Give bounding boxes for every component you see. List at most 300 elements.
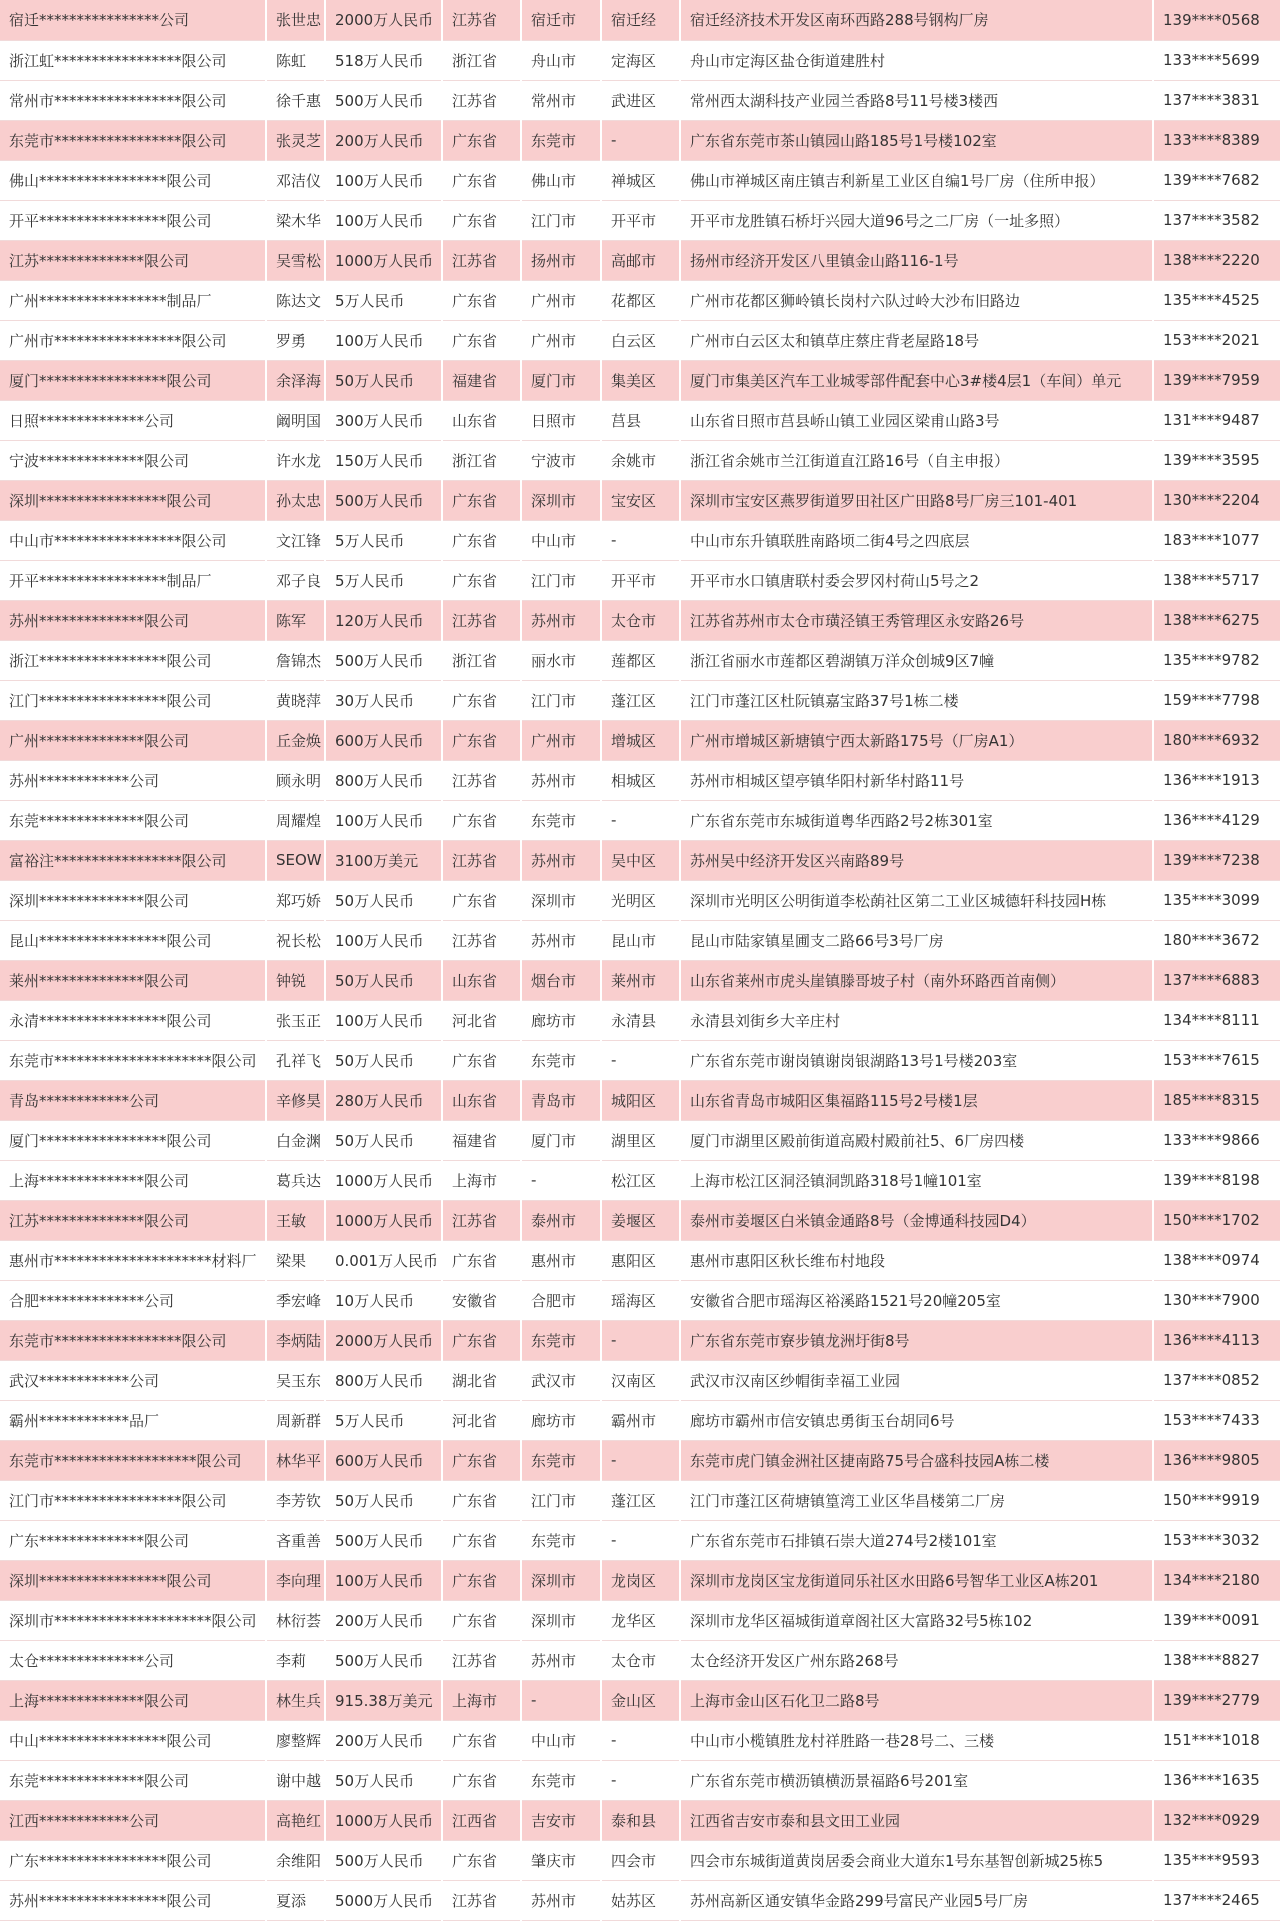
city-cell: 广州市	[521, 280, 601, 320]
city-cell: 廊坊市	[521, 1400, 601, 1440]
registered-capital-cell: 500万人民币	[325, 1520, 442, 1560]
table-row	[0, 1480, 1280, 1520]
phone-cell: 132****0929	[1153, 1800, 1280, 1840]
address-cell: 舟山市定海区盐仓街道建胜村	[680, 40, 1153, 80]
legal-person-cell: 林生兵	[266, 1680, 325, 1720]
phone-cell: 139****8198	[1153, 1160, 1280, 1200]
registered-capital-cell: 200万人民币	[325, 1720, 442, 1760]
district-cell: 宝安区	[601, 480, 680, 520]
phone-cell: 139****3595	[1153, 440, 1280, 480]
city-cell: 东莞市	[521, 1320, 601, 1360]
legal-person-cell: 孙太忠	[266, 480, 325, 520]
legal-person-cell: 余泽海	[266, 360, 325, 400]
company-name-cell: 广州**************限公司	[0, 720, 266, 760]
city-cell: 肇庆市	[521, 1840, 601, 1880]
phone-cell: 133****5699	[1153, 40, 1280, 80]
registered-capital-cell: 100万人民币	[325, 800, 442, 840]
address-cell: 江苏省苏州市太仓市璜泾镇王秀管理区永安路26号	[680, 600, 1153, 640]
table-row	[0, 480, 1280, 520]
table-row	[0, 280, 1280, 320]
province-cell: 浙江省	[442, 40, 521, 80]
province-cell: 广东省	[442, 1760, 521, 1800]
city-cell: 广州市	[521, 320, 601, 360]
phone-cell: 185****8315	[1153, 1080, 1280, 1120]
registered-capital-cell: 500万人民币	[325, 480, 442, 520]
table-row	[0, 1360, 1280, 1400]
phone-cell: 138****0974	[1153, 1240, 1280, 1280]
table-row	[0, 1160, 1280, 1200]
phone-cell: 150****1702	[1153, 1200, 1280, 1240]
legal-person-cell: 张世忠	[266, 0, 325, 40]
registered-capital-cell: 50万人民币	[325, 1040, 442, 1080]
district-cell: 瑶海区	[601, 1280, 680, 1320]
district-cell: 霸州市	[601, 1400, 680, 1440]
district-cell: 姜堰区	[601, 1200, 680, 1240]
province-cell: 江苏省	[442, 1200, 521, 1240]
table-row	[0, 1120, 1280, 1160]
city-cell: 宿迁市	[521, 0, 601, 40]
phone-cell: 134****8111	[1153, 1000, 1280, 1040]
legal-person-cell: 周新群	[266, 1400, 325, 1440]
district-cell: 蓬江区	[601, 680, 680, 720]
legal-person-cell: 徐千惠	[266, 80, 325, 120]
legal-person-cell: 葛兵达	[266, 1160, 325, 1200]
phone-cell: 136****1913	[1153, 760, 1280, 800]
table-row	[0, 1280, 1280, 1320]
province-cell: 江苏省	[442, 760, 521, 800]
district-cell: -	[601, 1440, 680, 1480]
address-cell: 开平市龙胜镇石桥圩兴园大道96号之二厂房（一址多照）	[680, 200, 1153, 240]
address-cell: 广东省东莞市谢岗镇谢岗银湖路13号1号楼203室	[680, 1040, 1153, 1080]
table-row	[0, 600, 1280, 640]
legal-person-cell: 林衍荟	[266, 1600, 325, 1640]
phone-cell: 159****7798	[1153, 680, 1280, 720]
phone-cell: 133****8389	[1153, 120, 1280, 160]
province-cell: 浙江省	[442, 640, 521, 680]
city-cell: 深圳市	[521, 1560, 601, 1600]
city-cell: 江门市	[521, 560, 601, 600]
address-cell: 安徽省合肥市瑶海区裕溪路1521号20幢205室	[680, 1280, 1153, 1320]
phone-cell: 136****4129	[1153, 800, 1280, 840]
company-name-cell: 开平*****************制品厂	[0, 560, 266, 600]
company-name-cell: 广州市*****************限公司	[0, 320, 266, 360]
phone-cell: 153****7433	[1153, 1400, 1280, 1440]
legal-person-cell: 邓子良	[266, 560, 325, 600]
phone-cell: 134****2180	[1153, 1560, 1280, 1600]
phone-cell: 139****7238	[1153, 840, 1280, 880]
table-row	[0, 560, 1280, 600]
legal-person-cell: 许水龙	[266, 440, 325, 480]
registered-capital-cell: 500万人民币	[325, 640, 442, 680]
table-row	[0, 520, 1280, 560]
district-cell: 永清县	[601, 1000, 680, 1040]
phone-cell: 183****1077	[1153, 520, 1280, 560]
district-cell: 太仓市	[601, 600, 680, 640]
registered-capital-cell: 800万人民币	[325, 1360, 442, 1400]
company-name-cell: 莱州**************限公司	[0, 960, 266, 1000]
city-cell: 广州市	[521, 720, 601, 760]
phone-cell: 137****2465	[1153, 1880, 1280, 1920]
address-cell: 广东省东莞市石排镇石崇大道274号2楼101室	[680, 1520, 1153, 1560]
company-name-cell: 永清*****************限公司	[0, 1000, 266, 1040]
table-row	[0, 0, 1280, 40]
registered-capital-cell: 500万人民币	[325, 1840, 442, 1880]
district-cell: 花都区	[601, 280, 680, 320]
registered-capital-cell: 50万人民币	[325, 1760, 442, 1800]
province-cell: 广东省	[442, 120, 521, 160]
address-cell: 扬州市经济开发区八里镇金山路116-1号	[680, 240, 1153, 280]
table-row	[0, 440, 1280, 480]
registered-capital-cell: 518万人民币	[325, 40, 442, 80]
company-name-cell: 深圳*****************限公司	[0, 1560, 266, 1600]
city-cell: 舟山市	[521, 40, 601, 80]
province-cell: 江苏省	[442, 240, 521, 280]
registered-capital-cell: 280万人民币	[325, 1080, 442, 1120]
table-row	[0, 240, 1280, 280]
legal-person-cell: 钟锐	[266, 960, 325, 1000]
registered-capital-cell: 800万人民币	[325, 760, 442, 800]
district-cell: 开平市	[601, 200, 680, 240]
province-cell: 广东省	[442, 200, 521, 240]
legal-person-cell: 吝重善	[266, 1520, 325, 1560]
company-name-cell: 东莞**************限公司	[0, 1760, 266, 1800]
district-cell: -	[601, 1040, 680, 1080]
city-cell: 丽水市	[521, 640, 601, 680]
company-name-cell: 深圳*****************限公司	[0, 480, 266, 520]
province-cell: 广东省	[442, 1560, 521, 1600]
address-cell: 苏州吴中经济开发区兴南路89号	[680, 840, 1153, 880]
company-name-cell: 常州市*****************限公司	[0, 80, 266, 120]
legal-person-cell: 陈达文	[266, 280, 325, 320]
company-name-cell: 东莞市*****************限公司	[0, 120, 266, 160]
address-cell: 永清县刘街乡大辛庄村	[680, 1000, 1153, 1040]
province-cell: 江西省	[442, 1800, 521, 1840]
phone-cell: 138****6275	[1153, 600, 1280, 640]
district-cell: -	[601, 1720, 680, 1760]
company-name-cell: 深圳**************限公司	[0, 880, 266, 920]
city-cell: 苏州市	[521, 1880, 601, 1920]
address-cell: 常州西太湖科技产业园兰香路8号11号楼3楼西	[680, 80, 1153, 120]
table-row	[0, 120, 1280, 160]
district-cell: 城阳区	[601, 1080, 680, 1120]
district-cell: 蓬江区	[601, 1480, 680, 1520]
legal-person-cell: 顾永明	[266, 760, 325, 800]
province-cell: 广东省	[442, 1720, 521, 1760]
legal-person-cell: 文江锋	[266, 520, 325, 560]
company-name-cell: 中山市*****************限公司	[0, 520, 266, 560]
province-cell: 江苏省	[442, 80, 521, 120]
address-cell: 中山市东升镇联胜南路顷二街4号之四底层	[680, 520, 1153, 560]
address-cell: 深圳市龙华区福城街道章阁社区大富路32号5栋102	[680, 1600, 1153, 1640]
registered-capital-cell: 2000万人民币	[325, 1320, 442, 1360]
phone-cell: 139****0091	[1153, 1600, 1280, 1640]
legal-person-cell: 李芳钦	[266, 1480, 325, 1520]
district-cell: 姑苏区	[601, 1880, 680, 1920]
company-name-cell: 东莞市*****************限公司	[0, 1320, 266, 1360]
company-name-cell: 广东**************限公司	[0, 1520, 266, 1560]
legal-person-cell: 夏添	[266, 1880, 325, 1920]
address-cell: 中山市小榄镇胜龙村祥胜路一巷28号二、三楼	[680, 1720, 1153, 1760]
address-cell: 昆山市陆家镇星圃支二路66号3号厂房	[680, 920, 1153, 960]
district-cell: 集美区	[601, 360, 680, 400]
address-cell: 广东省东莞市茶山镇园山路185号1号楼102室	[680, 120, 1153, 160]
district-cell: 光明区	[601, 880, 680, 920]
phone-cell: 136****4113	[1153, 1320, 1280, 1360]
province-cell: 广东省	[442, 1480, 521, 1520]
province-cell: 广东省	[442, 280, 521, 320]
table-row	[0, 1600, 1280, 1640]
district-cell: 莱州市	[601, 960, 680, 1000]
table-row	[0, 1440, 1280, 1480]
table-row	[0, 320, 1280, 360]
city-cell: 苏州市	[521, 760, 601, 800]
registered-capital-cell: 5万人民币	[325, 520, 442, 560]
legal-person-cell: 谢中越	[266, 1760, 325, 1800]
phone-cell: 153****3032	[1153, 1520, 1280, 1560]
city-cell: 东莞市	[521, 120, 601, 160]
registered-capital-cell: 1000万人民币	[325, 240, 442, 280]
district-cell: 白云区	[601, 320, 680, 360]
province-cell: 广东省	[442, 560, 521, 600]
phone-cell: 139****0568	[1153, 0, 1280, 40]
legal-person-cell: 郑巧娇	[266, 880, 325, 920]
company-name-cell: 宿迁****************公司	[0, 0, 266, 40]
district-cell: 定海区	[601, 40, 680, 80]
district-cell: 余姚市	[601, 440, 680, 480]
phone-cell: 137****0852	[1153, 1360, 1280, 1400]
city-cell: 苏州市	[521, 840, 601, 880]
company-name-cell: 日照**************公司	[0, 400, 266, 440]
address-cell: 厦门市湖里区殿前街道高殿村殿前社5、6厂房四楼	[680, 1120, 1153, 1160]
phone-cell: 135****4525	[1153, 280, 1280, 320]
registered-capital-cell: 1000万人民币	[325, 1200, 442, 1240]
company-name-cell: 苏州************公司	[0, 760, 266, 800]
table-row	[0, 200, 1280, 240]
address-cell: 深圳市宝安区燕罗街道罗田社区广田路8号厂房三101-401	[680, 480, 1153, 520]
registered-capital-cell: 0.001万人民币	[325, 1240, 442, 1280]
address-cell: 苏州市相城区望亭镇华阳村新华村路11号	[680, 760, 1153, 800]
registered-capital-cell: 100万人民币	[325, 160, 442, 200]
address-cell: 四会市东城街道黄岗居委会商业大道东1号东基智创新城25栋5	[680, 1840, 1153, 1880]
address-cell: 开平市水口镇唐联村委会罗冈村荷山5号之2	[680, 560, 1153, 600]
legal-person-cell: 陈虹	[266, 40, 325, 80]
legal-person-cell: 张玉正	[266, 1000, 325, 1040]
city-cell: 惠州市	[521, 1240, 601, 1280]
legal-person-cell: 李向理	[266, 1560, 325, 1600]
company-name-cell: 江苏**************限公司	[0, 1200, 266, 1240]
registered-capital-cell: 30万人民币	[325, 680, 442, 720]
phone-cell: 136****9805	[1153, 1440, 1280, 1480]
address-cell: 广东省东莞市寮步镇龙洲圩街8号	[680, 1320, 1153, 1360]
legal-person-cell: 吴雪松	[266, 240, 325, 280]
registered-capital-cell: 200万人民币	[325, 1600, 442, 1640]
legal-person-cell: 祝长松	[266, 920, 325, 960]
table-row	[0, 1400, 1280, 1440]
city-cell: 东莞市	[521, 800, 601, 840]
province-cell: 广东省	[442, 1840, 521, 1880]
province-cell: 广东省	[442, 720, 521, 760]
district-cell: 泰和县	[601, 1800, 680, 1840]
province-cell: 福建省	[442, 1120, 521, 1160]
district-cell: -	[601, 800, 680, 840]
province-cell: 江苏省	[442, 600, 521, 640]
company-name-cell: 江苏**************限公司	[0, 240, 266, 280]
phone-cell: 138****5717	[1153, 560, 1280, 600]
company-name-cell: 昆山*****************限公司	[0, 920, 266, 960]
registered-capital-cell: 500万人民币	[325, 1640, 442, 1680]
table-row	[0, 1760, 1280, 1800]
province-cell: 广东省	[442, 1040, 521, 1080]
registered-capital-cell: 50万人民币	[325, 880, 442, 920]
address-cell: 广东省东莞市横沥镇横沥景福路6号201室	[680, 1760, 1153, 1800]
province-cell: 江苏省	[442, 1880, 521, 1920]
district-cell: 吴中区	[601, 840, 680, 880]
city-cell: 佛山市	[521, 160, 601, 200]
table-row	[0, 360, 1280, 400]
company-name-cell: 广东*****************限公司	[0, 1840, 266, 1880]
legal-person-cell: 孔祥飞	[266, 1040, 325, 1080]
registered-capital-cell: 5万人民币	[325, 280, 442, 320]
legal-person-cell: 詹锦杰	[266, 640, 325, 680]
district-cell: 莲都区	[601, 640, 680, 680]
city-cell: 深圳市	[521, 1600, 601, 1640]
table-row	[0, 1040, 1280, 1080]
legal-person-cell: 王敏	[266, 1200, 325, 1240]
legal-person-cell: 白金渊	[266, 1120, 325, 1160]
registered-capital-cell: 100万人民币	[325, 1560, 442, 1600]
district-cell: 昆山市	[601, 920, 680, 960]
phone-cell: 180****6932	[1153, 720, 1280, 760]
company-name-cell: 厦门*****************限公司	[0, 1120, 266, 1160]
company-name-cell: 佛山*****************限公司	[0, 160, 266, 200]
city-cell: 江门市	[521, 680, 601, 720]
city-cell: 苏州市	[521, 920, 601, 960]
table-row	[0, 80, 1280, 120]
legal-person-cell: 高艳红	[266, 1800, 325, 1840]
district-cell: 高邮市	[601, 240, 680, 280]
district-cell: 龙华区	[601, 1600, 680, 1640]
legal-person-cell: 辛修昊	[266, 1080, 325, 1120]
address-cell: 山东省莱州市虎头崖镇滕哥坡子村（南外环路西首南侧）	[680, 960, 1153, 1000]
city-cell: 扬州市	[521, 240, 601, 280]
address-cell: 廊坊市霸州市信安镇忠勇街玉台胡同6号	[680, 1400, 1153, 1440]
district-cell: 相城区	[601, 760, 680, 800]
table-row	[0, 1560, 1280, 1600]
district-cell: -	[601, 1320, 680, 1360]
province-cell: 福建省	[442, 360, 521, 400]
table-row	[0, 960, 1280, 1000]
address-cell: 浙江省丽水市莲都区碧湖镇万洋众创城9区7幢	[680, 640, 1153, 680]
city-cell: 江门市	[521, 1480, 601, 1520]
registered-capital-cell: 500万人民币	[325, 80, 442, 120]
table-row	[0, 1800, 1280, 1840]
province-cell: 江苏省	[442, 1640, 521, 1680]
phone-cell: 137****3831	[1153, 80, 1280, 120]
legal-person-cell: 余维阳	[266, 1840, 325, 1880]
legal-person-cell: 邓洁仪	[266, 160, 325, 200]
table-row	[0, 1880, 1280, 1920]
legal-person-cell: 梁木华	[266, 200, 325, 240]
address-cell: 浙江省余姚市兰江街道直江路16号（自主申报）	[680, 440, 1153, 480]
province-cell: 广东省	[442, 1240, 521, 1280]
company-name-cell: 霸州************品厂	[0, 1400, 266, 1440]
city-cell: 泰州市	[521, 1200, 601, 1240]
province-cell: 广东省	[442, 1600, 521, 1640]
city-cell: 廊坊市	[521, 1000, 601, 1040]
city-cell: 江门市	[521, 200, 601, 240]
city-cell: 宁波市	[521, 440, 601, 480]
address-cell: 江门市蓬江区荷塘镇篁湾工业区华昌楼第二厂房	[680, 1480, 1153, 1520]
company-name-cell: 厦门*****************限公司	[0, 360, 266, 400]
registered-capital-cell: 5万人民币	[325, 1400, 442, 1440]
district-cell: 湖里区	[601, 1120, 680, 1160]
province-cell: 河北省	[442, 1000, 521, 1040]
phone-cell: 153****2021	[1153, 320, 1280, 360]
address-cell: 佛山市禅城区南庄镇吉利新星工业区自编1号厂房（住所申报）	[680, 160, 1153, 200]
registered-capital-cell: 100万人民币	[325, 1000, 442, 1040]
city-cell: 常州市	[521, 80, 601, 120]
table-row	[0, 760, 1280, 800]
legal-person-cell: 丘金焕	[266, 720, 325, 760]
registered-capital-cell: 50万人民币	[325, 1120, 442, 1160]
province-cell: 河北省	[442, 1400, 521, 1440]
address-cell: 惠州市惠阳区秋长维布村地段	[680, 1240, 1153, 1280]
registered-capital-cell: 1000万人民币	[325, 1800, 442, 1840]
province-cell: 江苏省	[442, 0, 521, 40]
city-cell: 合肥市	[521, 1280, 601, 1320]
registered-capital-cell: 100万人民币	[325, 320, 442, 360]
table-row	[0, 880, 1280, 920]
legal-person-cell: 梁果	[266, 1240, 325, 1280]
province-cell: 广东省	[442, 880, 521, 920]
province-cell: 江苏省	[442, 840, 521, 880]
district-cell: 四会市	[601, 1840, 680, 1880]
city-cell: 烟台市	[521, 960, 601, 1000]
table-row	[0, 1720, 1280, 1760]
company-name-cell: 合肥**************公司	[0, 1280, 266, 1320]
city-cell: 武汉市	[521, 1360, 601, 1400]
province-cell: 广东省	[442, 680, 521, 720]
address-cell: 武汉市汉南区纱帽街幸福工业园	[680, 1360, 1153, 1400]
company-name-cell: 江门*****************限公司	[0, 680, 266, 720]
company-name-cell: 苏州*****************限公司	[0, 1880, 266, 1920]
district-cell: 开平市	[601, 560, 680, 600]
registered-capital-cell: 1000万人民币	[325, 1160, 442, 1200]
table-row	[0, 680, 1280, 720]
district-cell: 惠阳区	[601, 1240, 680, 1280]
registered-capital-cell: 600万人民币	[325, 720, 442, 760]
table-row	[0, 1200, 1280, 1240]
province-cell: 广东省	[442, 320, 521, 360]
table-row	[0, 920, 1280, 960]
phone-cell: 137****6883	[1153, 960, 1280, 1000]
city-cell: 中山市	[521, 520, 601, 560]
province-cell: 广东省	[442, 1520, 521, 1560]
phone-cell: 153****7615	[1153, 1040, 1280, 1080]
address-cell: 江门市蓬江区杜阮镇嘉宝路37号1栋二楼	[680, 680, 1153, 720]
registered-capital-cell: 2000万人民币	[325, 0, 442, 40]
company-name-cell: 广州*****************制品厂	[0, 280, 266, 320]
district-cell: 龙岗区	[601, 1560, 680, 1600]
city-cell: 深圳市	[521, 880, 601, 920]
phone-cell: 135****9593	[1153, 1840, 1280, 1880]
company-name-cell: 宁波**************限公司	[0, 440, 266, 480]
registered-capital-cell: 50万人民币	[325, 360, 442, 400]
district-cell: 宿迁经	[601, 0, 680, 40]
company-name-cell: 浙江*****************限公司	[0, 640, 266, 680]
registered-capital-cell: 5万人民币	[325, 560, 442, 600]
city-cell: 深圳市	[521, 480, 601, 520]
